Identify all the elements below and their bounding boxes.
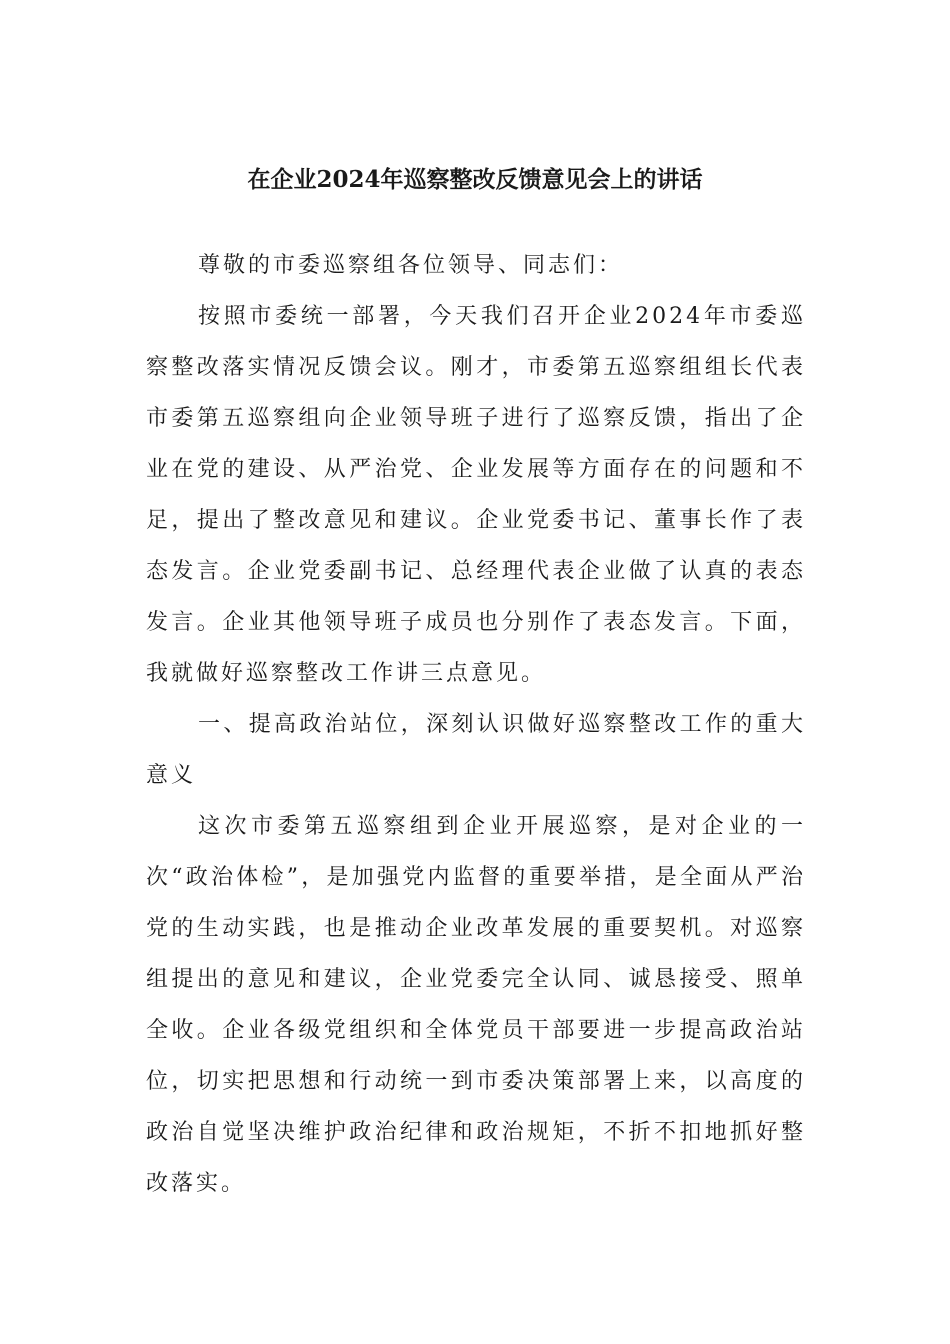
section-heading-1: 一、提高政治站位，深刻认识做好巡察整改工作的重大意义 [146,712,806,788]
document-title: 在企业2024年巡察整改反馈意见会上的讲话 [247,166,703,193]
salutation-paragraph: 尊敬的市委巡察组各位领导、同志们： [198,253,624,278]
section-1-paragraph: 这次市委第五巡察组到企业开展巡察，是对企业的一次“政治体检”，是加强党内监督的重要举措，是全面从严治党的生动实践，也是推动企业改革发展的重要契机。对巡察组提出的意见和建议，企业党委完全认同、诚恳接受、照单全收。企业各级党组织和全体党员干部要进一步提高政治站位，切实把思想和行动统一到市委决策部署上来，以高度的政治自觉坚决维护政治纪律和政治规矩，不折不扣地抓好整改落实。 [146,814,806,1196]
document-body [146,240,806,1209]
opening-paragraph: 按照市委统一部署，今天我们召开企业2024年市委巡察整改落实情况反馈会议。刚才，市委第五巡察组组长代表市委第五巡察组向企业领导班子进行了巡察反馈，指出了企业在党的建设、从严治党、企业发展等方面存在的问题和不足，提出了整改意见和建议。企业党委书记、董事长作了表态发言。企业党委副书记、总经理代表企业做了认真的表态发言。企业其他领导班子成员也分别作了表态发言。下面，我就做好巡察整改工作讲三点意见。 [146,304,806,686]
